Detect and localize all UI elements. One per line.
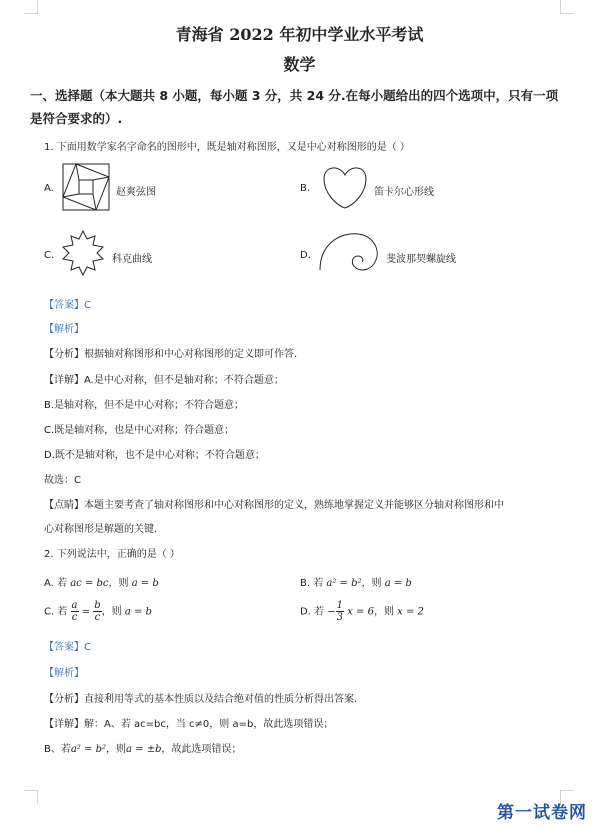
q2-answer: 【答案】C bbox=[44, 642, 91, 653]
section-header: 一、选择题（本大题共 8 小题，每小题 3 分，共 24 分.在每小题给出的四个选项中，只有一项是符合要求的）. bbox=[30, 88, 559, 126]
q2-option-b: B. 若 a² = b²，则 a = b bbox=[300, 578, 412, 589]
q1-option-b-letter: B. bbox=[300, 183, 311, 194]
q2-detail-1: 【详解】解：A、若 ac=bc，当 c≠0，则 a=b，故此选项错误； bbox=[44, 719, 334, 730]
q1-comment-line-1: 【点睛】本题主要考查了轴对称图形和中心对称图形的定义，熟练地掌握定义并能够区分轴对称图形和中 bbox=[44, 500, 504, 511]
q1-option-d-letter: D. bbox=[300, 250, 311, 261]
q1-analysis-tag: 【解析】 bbox=[44, 324, 84, 335]
q1-detail-5: 故选：C bbox=[44, 475, 81, 486]
q1-detail-1: 【详解】A.是中心对称，但不是轴对称；不符合题意； bbox=[44, 375, 284, 386]
fraction-a-over-c: $\frac{a}{c}$ bbox=[71, 600, 78, 623]
question-2-stem: 2. 下列说法中，正确的是（ ） bbox=[44, 549, 180, 560]
q1-analysis: 【分析】根据轴对称图形和中心对称图形的定义即可作答. bbox=[44, 349, 298, 360]
q2-analysis-tag: 【解析】 bbox=[44, 668, 84, 679]
q2-option-c: C. 若 $\frac{a}{c}$ = $\frac{b}{c}$ ，则 a = b bbox=[44, 600, 152, 623]
q1-option-c-letter: C. bbox=[44, 250, 55, 261]
q1-detail-3: C.既是轴对称，也是中心对称；符合题意； bbox=[44, 425, 235, 436]
q1-comment-line-2: 心对称图形是解题的关键. bbox=[44, 524, 158, 535]
watermark-logo: 第一试卷网 bbox=[497, 803, 587, 823]
crop-mark-top-left bbox=[24, 0, 38, 14]
cardioid-figure bbox=[322, 165, 368, 209]
q2-analysis: 【分析】直接利用等式的基本性质以及结合绝对值的性质分析得出答案. bbox=[44, 694, 358, 705]
koch-curve-figure bbox=[60, 230, 106, 276]
zhaoshuang-figure bbox=[62, 163, 110, 211]
q1-option-b-label: 笛卡尔心形线 bbox=[374, 187, 434, 198]
q2-option-d: D. 若 − $\frac{1}{3}$ x = 6，则 x = 2 bbox=[300, 600, 424, 623]
q1-option-a-label: 赵爽弦图 bbox=[116, 187, 156, 198]
q1-detail-4: D.既不是轴对称，也不是中心对称；不符合题意； bbox=[44, 450, 265, 461]
subject-title: 数学 bbox=[283, 55, 316, 74]
fraction-b-over-c: $\frac{b}{c}$ bbox=[94, 600, 101, 623]
crop-mark-top-right bbox=[560, 0, 574, 14]
fraction-1-over-3: $\frac{1}{3}$ bbox=[336, 600, 343, 623]
crop-mark-bottom-left bbox=[24, 790, 38, 804]
q2-detail-2: B、若a² = b²，则a = ±b，故此选项错误； bbox=[44, 744, 242, 755]
q1-option-a-letter: A. bbox=[44, 183, 54, 194]
page-title: 青海省 2022 年初中学业水平考试 bbox=[175, 25, 424, 44]
q1-option-d-label: 斐波那契螺旋线 bbox=[386, 254, 456, 265]
fibonacci-spiral-figure bbox=[318, 230, 382, 276]
question-1-stem: 1. 下面用数学家名字命名的图形中，既是轴对称图形，又是中心对称图形的是（ ） bbox=[44, 142, 410, 153]
q2-option-a: A. 若 ac = bc，则 a = b bbox=[44, 578, 159, 589]
q1-detail-2: B.是轴对称，但不是中心对称；不符合题意； bbox=[44, 400, 245, 411]
q1-answer: 【答案】C bbox=[44, 300, 91, 311]
q1-option-c-label: 科克曲线 bbox=[112, 254, 152, 265]
